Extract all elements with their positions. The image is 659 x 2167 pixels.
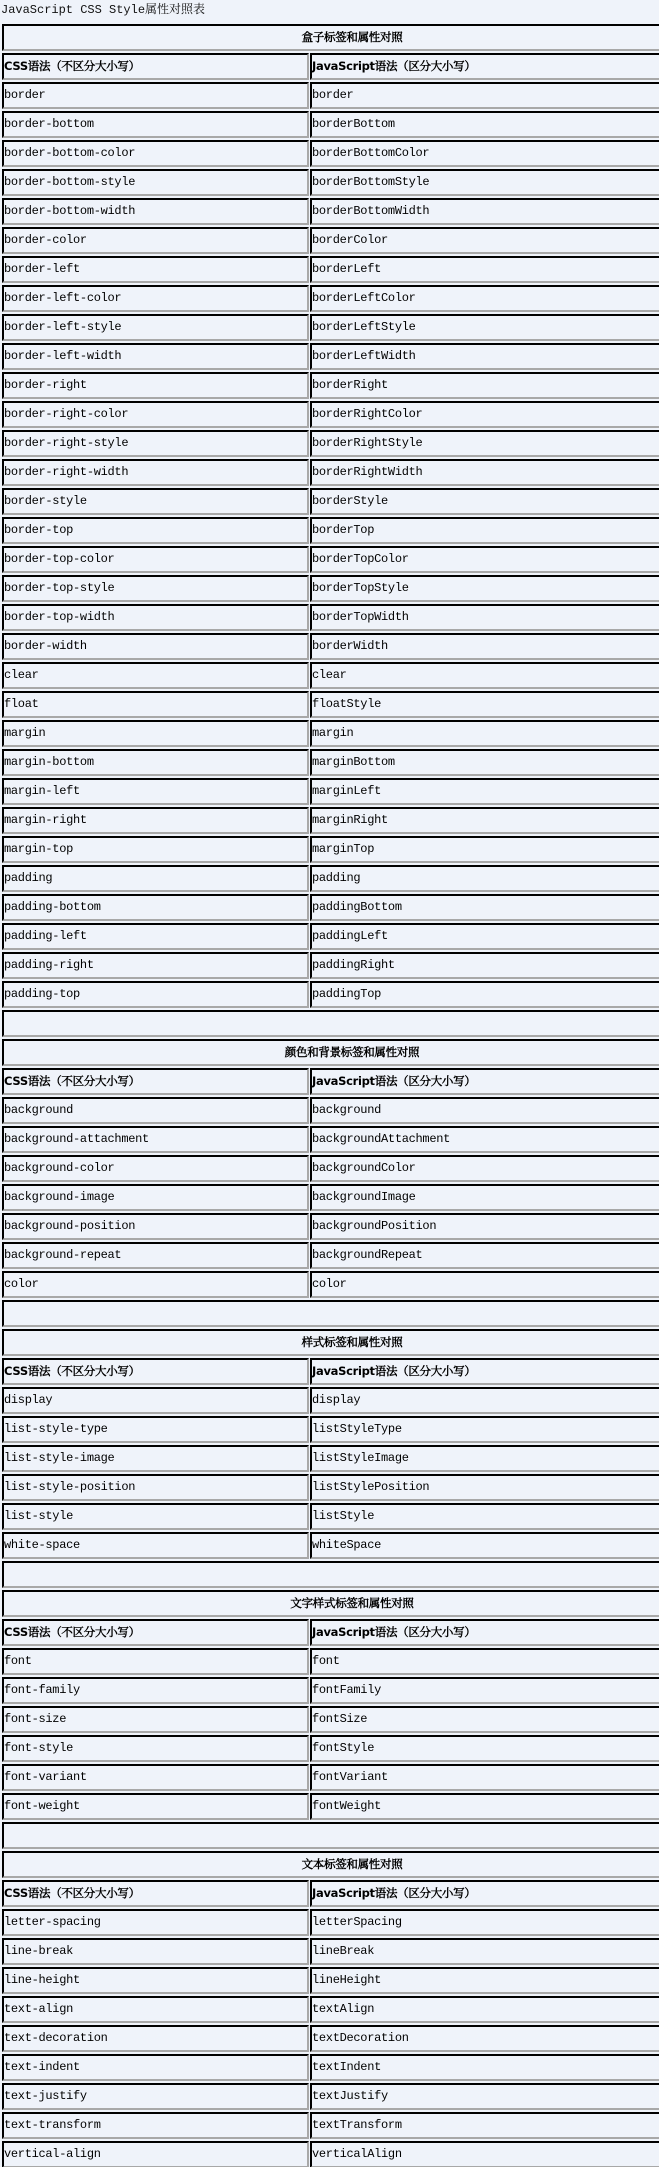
column-header-row: [2, 1068, 659, 1095]
css-property-cell: border-style: [2, 488, 309, 515]
table-row: [2, 1097, 659, 1124]
table-row: [2, 1967, 659, 1994]
js-property-cell: borderRightColor: [310, 401, 659, 428]
section-spacer-row: [2, 1822, 659, 1849]
css-property-cell: margin-bottom: [2, 749, 309, 776]
js-property-cell: borderWidth: [310, 633, 659, 660]
js-property-cell: borderBottom: [310, 111, 659, 138]
css-property-cell: border-top-color: [2, 546, 309, 573]
js-property-cell: borderRightWidth: [310, 459, 659, 486]
js-property-cell: listStylePosition: [310, 1474, 659, 1501]
js-property-cell: lineHeight: [310, 1967, 659, 1994]
css-property-cell: border-width: [2, 633, 309, 660]
table-row: [2, 1532, 659, 1559]
css-property-cell: border-bottom-style: [2, 169, 309, 196]
spacer-cell: [2, 1822, 659, 1849]
css-property-cell: padding-right: [2, 952, 309, 979]
css-property-cell: font: [2, 1648, 309, 1675]
js-property-cell: floatStyle: [310, 691, 659, 718]
js-property-cell: marginTop: [310, 836, 659, 863]
js-property-cell: textDecoration: [310, 2025, 659, 2052]
table-row: [2, 1648, 659, 1675]
css-property-cell: line-height: [2, 1967, 309, 1994]
js-syntax-header: JavaScript语法（区分大小写）: [310, 53, 659, 80]
table-row: [2, 2083, 659, 2110]
column-header-row: [2, 1880, 659, 1907]
css-syntax-header: CSS语法（不区分大小写）: [2, 1358, 309, 1385]
js-property-cell: display: [310, 1387, 659, 1414]
css-property-cell: background-attachment: [2, 1126, 309, 1153]
css-property-cell: font-size: [2, 1706, 309, 1733]
css-property-cell: font-style: [2, 1735, 309, 1762]
table-row: [2, 227, 659, 254]
css-property-cell: border-top-width: [2, 604, 309, 631]
js-property-cell: listStyleType: [310, 1416, 659, 1443]
js-property-cell: clear: [310, 662, 659, 689]
css-property-cell: background-color: [2, 1155, 309, 1182]
spacer-cell: [2, 1300, 659, 1327]
css-property-cell: border-right-width: [2, 459, 309, 486]
css-property-cell: border-left-style: [2, 314, 309, 341]
css-property-cell: background-repeat: [2, 1242, 309, 1269]
table-row: [2, 1213, 659, 1240]
js-property-cell: borderStyle: [310, 488, 659, 515]
css-property-cell: border-right-style: [2, 430, 309, 457]
css-property-cell: border: [2, 82, 309, 109]
section-title: 盒子标签和属性对照: [2, 24, 659, 51]
js-property-cell: marginLeft: [310, 778, 659, 805]
table-row: [2, 343, 659, 370]
css-property-cell: border-left-width: [2, 343, 309, 370]
css-property-cell: border-bottom: [2, 111, 309, 138]
column-header-row: [2, 1619, 659, 1646]
js-property-cell: borderTopWidth: [310, 604, 659, 631]
table-row: [2, 111, 659, 138]
table-row: [2, 2054, 659, 2081]
js-property-cell: borderLeftWidth: [310, 343, 659, 370]
js-property-cell: fontWeight: [310, 1793, 659, 1820]
table-row: [2, 430, 659, 457]
table-row: [2, 1938, 659, 1965]
js-property-cell: color: [310, 1271, 659, 1298]
css-js-property-table: [2, 24, 659, 2167]
section-title-row: [2, 1590, 659, 1617]
table-row: [2, 575, 659, 602]
section-title-row: [2, 1039, 659, 1066]
css-property-cell: border-top: [2, 517, 309, 544]
js-property-cell: textJustify: [310, 2083, 659, 2110]
table-row: [2, 1793, 659, 1820]
js-property-cell: marginBottom: [310, 749, 659, 776]
js-property-cell: verticalAlign: [310, 2141, 659, 2167]
js-property-cell: padding: [310, 865, 659, 892]
table-row: [2, 923, 659, 950]
css-property-cell: border-right-color: [2, 401, 309, 428]
table-row: [2, 1271, 659, 1298]
table-row: [2, 778, 659, 805]
css-property-cell: text-decoration: [2, 2025, 309, 2052]
table-row: [2, 1706, 659, 1733]
section-spacer-row: [2, 1561, 659, 1588]
js-property-cell: backgroundColor: [310, 1155, 659, 1182]
css-property-cell: background: [2, 1097, 309, 1124]
js-property-cell: backgroundPosition: [310, 1213, 659, 1240]
section-title-row: [2, 24, 659, 51]
spacer-cell: [2, 1561, 659, 1588]
js-property-cell: fontVariant: [310, 1764, 659, 1791]
css-property-cell: border-bottom-width: [2, 198, 309, 225]
css-property-cell: border-left: [2, 256, 309, 283]
js-property-cell: marginRight: [310, 807, 659, 834]
css-property-cell: border-top-style: [2, 575, 309, 602]
table-row: [2, 459, 659, 486]
table-row: [2, 952, 659, 979]
css-property-cell: background-image: [2, 1184, 309, 1211]
table-row: [2, 1764, 659, 1791]
table-row: [2, 720, 659, 747]
css-property-cell: border-bottom-color: [2, 140, 309, 167]
css-property-cell: color: [2, 1271, 309, 1298]
css-property-cell: border-color: [2, 227, 309, 254]
css-property-cell: margin-left: [2, 778, 309, 805]
section-title: 样式标签和属性对照: [2, 1329, 659, 1356]
js-property-cell: paddingBottom: [310, 894, 659, 921]
table-row: [2, 662, 659, 689]
spacer-cell: [2, 1010, 659, 1037]
js-property-cell: fontStyle: [310, 1735, 659, 1762]
js-property-cell: margin: [310, 720, 659, 747]
table-row: [2, 807, 659, 834]
js-syntax-header: JavaScript语法（区分大小写）: [310, 1880, 659, 1907]
css-property-cell: padding-left: [2, 923, 309, 950]
table-row: [2, 517, 659, 544]
table-row: [2, 1445, 659, 1472]
css-property-cell: text-align: [2, 1996, 309, 2023]
js-property-cell: borderBottomWidth: [310, 198, 659, 225]
js-property-cell: listStyle: [310, 1503, 659, 1530]
js-syntax-header: JavaScript语法（区分大小写）: [310, 1619, 659, 1646]
js-property-cell: lineBreak: [310, 1938, 659, 1965]
js-property-cell: paddingLeft: [310, 923, 659, 950]
js-property-cell: whiteSpace: [310, 1532, 659, 1559]
section-spacer-row: [2, 1300, 659, 1327]
css-property-cell: text-transform: [2, 2112, 309, 2139]
css-syntax-header: CSS语法（不区分大小写）: [2, 1880, 309, 1907]
css-property-cell: text-indent: [2, 2054, 309, 2081]
column-header-row: [2, 53, 659, 80]
css-property-cell: list-style-type: [2, 1416, 309, 1443]
js-syntax-header: JavaScript语法（区分大小写）: [310, 1358, 659, 1385]
table-row: [2, 749, 659, 776]
table-row: [2, 198, 659, 225]
css-property-cell: list-style-position: [2, 1474, 309, 1501]
js-property-cell: letterSpacing: [310, 1909, 659, 1936]
js-property-cell: borderRight: [310, 372, 659, 399]
js-property-cell: borderRightStyle: [310, 430, 659, 457]
table-row: [2, 1474, 659, 1501]
table-row: [2, 1155, 659, 1182]
js-property-cell: listStyleImage: [310, 1445, 659, 1472]
css-property-cell: border-right: [2, 372, 309, 399]
section-title-row: [2, 1329, 659, 1356]
css-property-cell: clear: [2, 662, 309, 689]
css-property-cell: display: [2, 1387, 309, 1414]
section-title: 颜色和背景标签和属性对照: [2, 1039, 659, 1066]
table-row: [2, 285, 659, 312]
table-row: [2, 1242, 659, 1269]
css-property-cell: line-break: [2, 1938, 309, 1965]
table-row: [2, 1677, 659, 1704]
table-row: [2, 2025, 659, 2052]
js-property-cell: borderBottomColor: [310, 140, 659, 167]
css-property-cell: list-style: [2, 1503, 309, 1530]
js-property-cell: textTransform: [310, 2112, 659, 2139]
css-property-cell: letter-spacing: [2, 1909, 309, 1936]
table-row: [2, 865, 659, 892]
table-row: [2, 169, 659, 196]
js-property-cell: borderTopStyle: [310, 575, 659, 602]
section-title-row: [2, 1851, 659, 1878]
js-property-cell: textIndent: [310, 2054, 659, 2081]
table-row: [2, 836, 659, 863]
table-row: [2, 140, 659, 167]
css-syntax-header: CSS语法（不区分大小写）: [2, 1068, 309, 1095]
js-property-cell: backgroundRepeat: [310, 1242, 659, 1269]
css-property-cell: white-space: [2, 1532, 309, 1559]
css-property-cell: font-variant: [2, 1764, 309, 1791]
css-property-cell: border-left-color: [2, 285, 309, 312]
js-property-cell: fontSize: [310, 1706, 659, 1733]
table-row: [2, 1503, 659, 1530]
js-syntax-header: JavaScript语法（区分大小写）: [310, 1068, 659, 1095]
table-row: [2, 1126, 659, 1153]
table-row: [2, 691, 659, 718]
css-property-cell: font-family: [2, 1677, 309, 1704]
js-property-cell: borderBottomStyle: [310, 169, 659, 196]
css-syntax-header: CSS语法（不区分大小写）: [2, 1619, 309, 1646]
js-property-cell: textAlign: [310, 1996, 659, 2023]
page-title: JavaScript CSS Style属性对照表: [1, 3, 206, 17]
js-property-cell: paddingTop: [310, 981, 659, 1008]
table-row: [2, 546, 659, 573]
js-property-cell: borderLeft: [310, 256, 659, 283]
js-property-cell: border: [310, 82, 659, 109]
table-row: [2, 1996, 659, 2023]
table-row: [2, 401, 659, 428]
js-property-cell: fontFamily: [310, 1677, 659, 1704]
js-property-cell: font: [310, 1648, 659, 1675]
css-property-cell: font-weight: [2, 1793, 309, 1820]
table-row: [2, 1735, 659, 1762]
css-property-cell: list-style-image: [2, 1445, 309, 1472]
section-spacer-row: [2, 1010, 659, 1037]
js-property-cell: backgroundImage: [310, 1184, 659, 1211]
js-property-cell: borderTopColor: [310, 546, 659, 573]
table-row: [2, 1909, 659, 1936]
js-property-cell: backgroundAttachment: [310, 1126, 659, 1153]
table-row: [2, 633, 659, 660]
js-property-cell: borderTop: [310, 517, 659, 544]
table-row: [2, 981, 659, 1008]
table-row: [2, 82, 659, 109]
css-property-cell: margin: [2, 720, 309, 747]
css-property-cell: margin-right: [2, 807, 309, 834]
js-property-cell: borderLeftColor: [310, 285, 659, 312]
table-row: [2, 1184, 659, 1211]
table-row: [2, 372, 659, 399]
css-property-cell: padding: [2, 865, 309, 892]
section-title: 文字样式标签和属性对照: [2, 1590, 659, 1617]
table-row: [2, 2141, 659, 2167]
css-property-cell: text-justify: [2, 2083, 309, 2110]
js-property-cell: background: [310, 1097, 659, 1124]
table-row: [2, 488, 659, 515]
table-row: [2, 256, 659, 283]
js-property-cell: paddingRight: [310, 952, 659, 979]
table-row: [2, 314, 659, 341]
css-property-cell: margin-top: [2, 836, 309, 863]
table-row: [2, 604, 659, 631]
js-property-cell: borderColor: [310, 227, 659, 254]
table-row: [2, 1387, 659, 1414]
css-property-cell: padding-top: [2, 981, 309, 1008]
table-row: [2, 1416, 659, 1443]
css-property-cell: vertical-align: [2, 2141, 309, 2167]
css-syntax-header: CSS语法（不区分大小写）: [2, 53, 309, 80]
css-property-cell: float: [2, 691, 309, 718]
section-title: 文本标签和属性对照: [2, 1851, 659, 1878]
js-property-cell: borderLeftStyle: [310, 314, 659, 341]
table-row: [2, 894, 659, 921]
table-row: [2, 2112, 659, 2139]
column-header-row: [2, 1358, 659, 1385]
css-property-cell: padding-bottom: [2, 894, 309, 921]
css-property-cell: background-position: [2, 1213, 309, 1240]
